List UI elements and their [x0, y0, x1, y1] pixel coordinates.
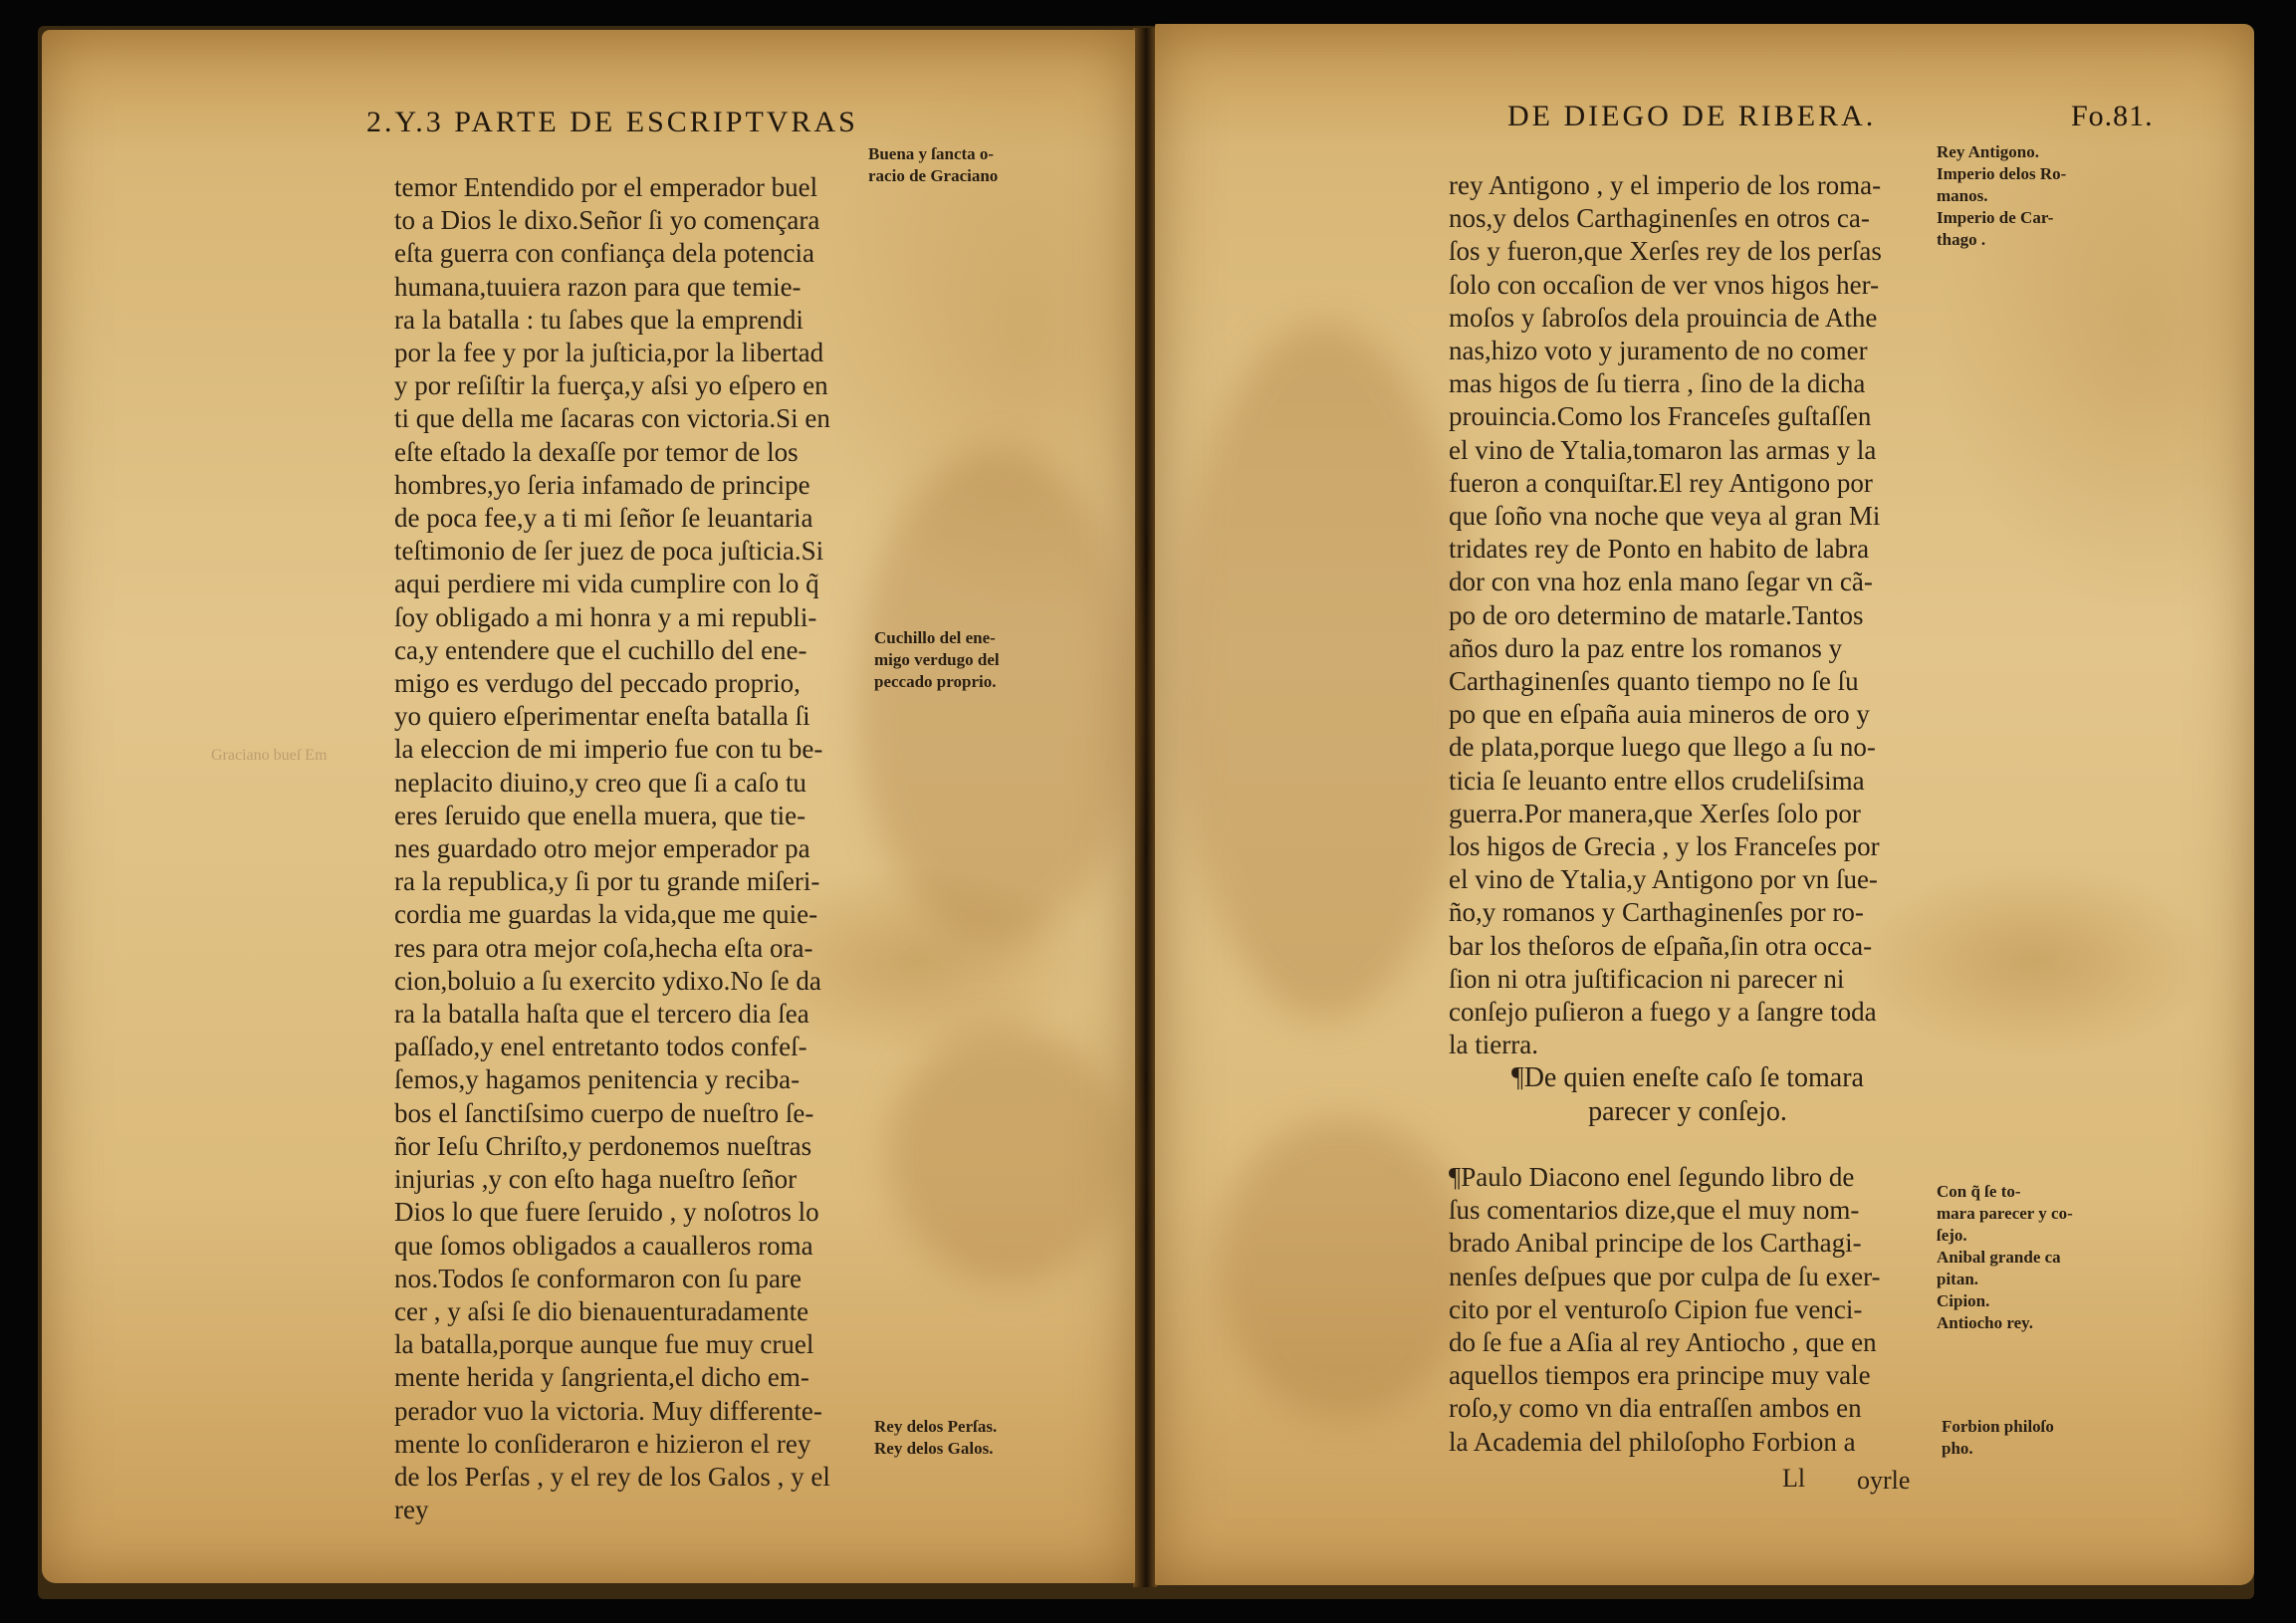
text-line: to a Dios le dixo.Señor ſi yo començara	[394, 205, 820, 236]
text-line: Dios lo que fuere ſeruido , y noſotros lo	[394, 1197, 819, 1228]
text-line: hombres,yo ſeria infamado de principe	[394, 469, 810, 500]
signature-mark: Ll	[1782, 1464, 1806, 1493]
text-line: dor con vna hoz enla mano ſegar vn cã-	[1449, 567, 1873, 597]
text-line: de poca fee,y a ti mi ſeñor ſe leuantaria	[394, 503, 813, 534]
margin-note-line: pho.	[1942, 1439, 1973, 1458]
text-line: fueron a conquiſtar.El rey Antigono por	[1449, 467, 1873, 498]
body-text	[1449, 169, 1927, 1061]
text-line: injurias ,y con eſto haga nueſtro ſeñor	[394, 1164, 798, 1195]
text-line: cer , y aſsi ſe dio bienauenturadamente	[394, 1295, 809, 1326]
bleed-through-text: Graciano bueſ Em	[211, 747, 328, 764]
text-line: rey	[394, 1495, 429, 1525]
margin-note-line: Antiocho rey.	[1937, 1313, 2033, 1332]
text-line: Carthaginenſes quanto tiempo no ſe ſu	[1449, 666, 1859, 697]
text-line: ¶Paulo Diacono enel ſegundo libro de	[1449, 1162, 1855, 1192]
text-line: mas higos de ſu tierra , ſino de la dicha	[1449, 368, 1866, 399]
margin-note-line: Imperio delos Ro-	[1937, 164, 2067, 183]
margin-note-line: migo verdugo del	[874, 650, 1000, 669]
text-line: cito por el venturoſo Cipion fue venci-	[1449, 1293, 1863, 1324]
text-line: el vino de Ytalia,tomaron las armas y la	[1449, 434, 1877, 465]
text-line: guerra.Por manera,que Xerſes ſolo por	[1449, 798, 1861, 828]
text-line: nes guardado otro mejor emperador pa	[394, 833, 810, 864]
text-line: rey Antigono , y el imperio de los roma-	[1449, 170, 1882, 200]
body-text	[394, 171, 892, 1526]
margin-note-line: racio de Graciano	[868, 166, 999, 185]
margin-note-line: Forbion philoſo	[1942, 1417, 2054, 1436]
text-line: ticia ſe leuanto entre ellos crudeliſsima	[1449, 765, 1865, 796]
text-line: la batalla,porque aunque fue muy cruel	[394, 1329, 814, 1360]
water-stain	[858, 448, 1137, 946]
text-line: humana,tuuiera razon para que temie-	[394, 271, 802, 302]
margin-note-line: Cipion.	[1937, 1291, 1990, 1310]
folio-number: Fo.81.	[2071, 100, 2154, 132]
text-line: la tierra.	[1449, 1030, 1538, 1060]
text-line: po que en eſpaña auia mineros de oro y	[1449, 699, 1870, 730]
text-line: y por reſiſtir la fuerça,y aſsi yo eſpero en	[394, 370, 828, 401]
water-stain	[888, 1026, 1127, 1284]
text-line: de plata,porque luego que llego a ſu no-	[1449, 732, 1876, 763]
text-line: ra la batalla haſta que el tercero dia ſea	[394, 999, 809, 1030]
text-line: bar los theſoros de eſpaña,ſin otra occa-	[1449, 930, 1873, 961]
text-line: mente lo conſideraron e hizieron el rey	[394, 1428, 811, 1459]
water-stain	[1175, 323, 1474, 1020]
text-line: ño,y romanos y Carthaginenſes por ro-	[1449, 897, 1864, 928]
text-line: los higos de Grecia , y los Franceſes por	[1449, 831, 1880, 862]
text-line: bos el ſanctiſsimo cuerpo de nueſtro ſe-	[394, 1097, 814, 1128]
text-line: res para otra mejor coſa,hecha eſta ora-	[394, 932, 813, 963]
text-line: brado Anibal principe de los Carthagi-	[1449, 1228, 1862, 1259]
margin-note-line: Buena y ſancta o-	[868, 144, 995, 163]
page-header: 2.Y.3 PARTE DE ESCRIPTVRAS	[366, 106, 858, 138]
body-text-continued	[1449, 1161, 1927, 1459]
margin-note-line: thago .	[1937, 230, 1986, 249]
text-line: nos.Todos ſe conformaron con ſu pare	[394, 1263, 802, 1293]
margin-note-line: Rey Antigono.	[1937, 142, 2039, 161]
text-line: la Academia del philoſopho Forbion a	[1449, 1426, 1856, 1457]
text-line: cion,boluio a ſu exercito ydixo.No ſe da	[394, 965, 821, 996]
text-line: por la fee y por la juſticia,por la libertad	[394, 338, 824, 368]
text-line: mente herida y ſangrienta,el dicho em-	[394, 1362, 809, 1393]
text-line: nas,hizo voto y juramento de no comer	[1449, 336, 1868, 366]
text-line: ca,y entendere que el cuchillo del ene-	[394, 634, 807, 665]
page-header: DE DIEGO DE RIBERA.	[1507, 100, 1877, 132]
text-line: ſoy obligado a mi honra y a mi republi-	[394, 601, 817, 632]
text-line: nos,y delos Carthaginenſes en otros ca-	[1449, 203, 1870, 234]
margin-note-line: pitan.	[1937, 1270, 1979, 1288]
text-line: que ſoño vna noche que veya al gran Mi	[1449, 501, 1881, 532]
text-line: yo quiero eſperimentar eneſta batalla ſi	[394, 701, 810, 732]
text-line: teſtimonio de ſer juez de poca juſticia.Si	[394, 536, 824, 567]
text-line: aquellos tiempos era principe muy vale	[1449, 1360, 1871, 1391]
text-line: ſus comentarios dize,que el muy nom-	[1449, 1195, 1860, 1226]
text-line: eſta guerra con confiança dela potencia	[394, 238, 815, 269]
text-line: ra la republica,y ſi por tu grande miſeri-	[394, 866, 820, 897]
title-line: parecer y conſejo.	[1588, 1096, 1787, 1127]
water-stain	[1215, 1119, 1474, 1418]
text-line: roſo,y como vn dia entraſſen ambos en	[1449, 1393, 1862, 1424]
text-line: ſos y fueron,que Xerſes rey de los perſas	[1449, 236, 1882, 267]
text-line: años duro la paz entre los romanos y	[1449, 632, 1843, 663]
text-line: aqui perdiere mi vida cumplire con lo q̃	[394, 569, 819, 599]
text-line: perador vuo la victoria. Muy differente-	[394, 1395, 822, 1426]
text-line: neplacito diuino,y creo que ſi a caſo tu	[394, 767, 806, 798]
margin-note-line: Cuchillo del ene-	[874, 628, 996, 647]
text-line: do ſe fue a Aſia al rey Antiocho , que en	[1449, 1327, 1877, 1358]
margin-note-line: Anibal grande ca	[1937, 1248, 2061, 1267]
text-line: paſſado,y enel entretanto todos confeſ-	[394, 1032, 807, 1062]
text-line: eres ſeruido que enella muera, que tie-	[394, 800, 806, 830]
title-line: ¶De quien eneſte caſo ſe tomara	[1511, 1062, 1864, 1093]
text-line: eſte eſtado la dexaſſe por temor de los	[394, 436, 799, 467]
text-line: ſion ni otra juſtificacion ni parecer ni	[1449, 963, 1845, 994]
margin-note	[868, 143, 998, 187]
section-title	[1449, 1061, 1927, 1129]
margin-note	[1937, 1181, 2073, 1334]
margin-note	[1937, 141, 2066, 251]
text-line: moſos y ſabroſos dela prouincia de Athe	[1449, 302, 1878, 333]
margin-note-line: mara parecer y co-	[1937, 1204, 2073, 1223]
margin-note-line: Imperio de Car-	[1937, 208, 2054, 227]
text-line: ſolo con occaſion de ver vnos higos her-	[1449, 269, 1880, 300]
margin-note-line: peccado proprio.	[874, 672, 997, 691]
margin-note-line: Con q̃ ſe to-	[1937, 1182, 2021, 1201]
text-line: migo es verdugo del peccado proprio,	[394, 668, 801, 699]
text-line: conſejo puſieron a fuego y a ſangre toda	[1449, 997, 1877, 1028]
margin-note	[1942, 1416, 2054, 1460]
catchword: oyrle	[1857, 1466, 1911, 1495]
text-line: cordia me guardas la vida,que me quie-	[394, 899, 818, 930]
right-page	[1155, 24, 2254, 1585]
text-line: ra la batalla : tu ſabes que la emprendi	[394, 304, 804, 335]
text-line: nenſes deſpues que por culpa de ſu exer-	[1449, 1261, 1881, 1291]
margin-note-line: Rey delos Galos.	[874, 1439, 994, 1458]
text-line: de los Perſas , y el rey de los Galos , y el	[394, 1461, 830, 1492]
text-line: la eleccion de mi imperio fue con tu be-	[394, 734, 823, 765]
margin-note-line: ſejo.	[1937, 1226, 1967, 1245]
margin-note-line: manos.	[1937, 186, 1988, 205]
text-line: temor Entendido por el emperador buel	[394, 172, 818, 202]
margin-note	[874, 1416, 997, 1460]
margin-note-line: Rey delos Perſas.	[874, 1417, 998, 1436]
book-gutter	[1133, 28, 1157, 1587]
text-line: po de oro determino de matarle.Tantos	[1449, 599, 1864, 630]
text-line: ñor Ieſu Chriſto,y perdonemos nueſtras	[394, 1130, 812, 1161]
text-line: prouincia.Como los Franceſes guſtaſſen	[1449, 401, 1872, 432]
text-line: tridates rey de Ponto en habito de labra	[1449, 534, 1870, 565]
text-line: el vino de Ytalia,y Antigono por vn ſue-	[1449, 864, 1878, 895]
text-line: ſemos,y hagamos penitencia y reciba-	[394, 1064, 801, 1095]
left-page	[42, 30, 1135, 1583]
margin-note	[874, 627, 1000, 693]
text-line: ti que della me ſacaras con victoria.Si en	[394, 403, 830, 434]
text-line: que ſomos obligados a caualleros roma	[394, 1230, 813, 1261]
